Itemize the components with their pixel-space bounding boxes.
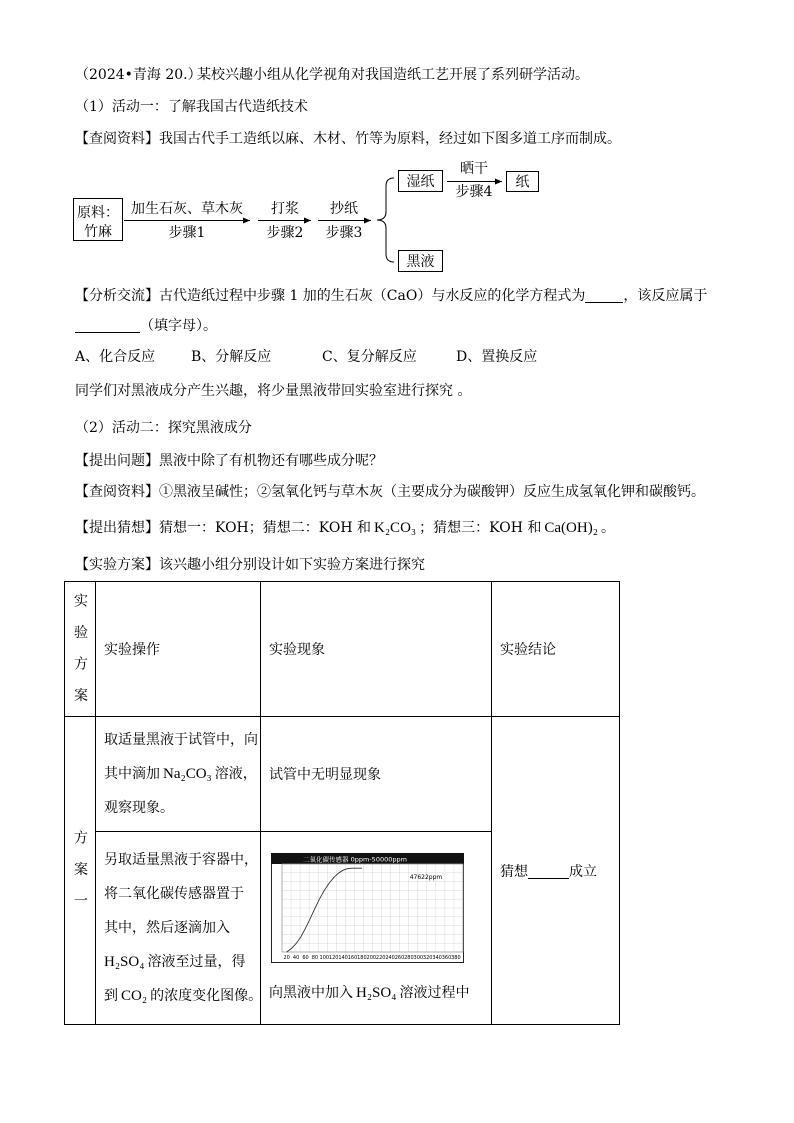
step-a-op-line2 bbox=[104, 757, 260, 791]
conclusion-prefix: 猜想 bbox=[500, 863, 528, 880]
step-a-op-line2-text: 其中滴加 bbox=[104, 766, 160, 782]
wet-paper-box bbox=[399, 171, 443, 192]
step-b-phenomenon-tail: 溶液过程中 bbox=[399, 985, 470, 1001]
x-tick-label: 120 bbox=[328, 955, 339, 961]
question-source: （2024•青海 20.） bbox=[75, 67, 202, 83]
x-tick-label: 80 bbox=[311, 955, 319, 961]
step1-arrow bbox=[124, 200, 250, 241]
step1-name: 步骤1 bbox=[168, 225, 206, 241]
co2-concentration-chart bbox=[271, 853, 464, 963]
raw-material-box bbox=[74, 199, 123, 241]
x-tick-label: 200 bbox=[366, 955, 377, 961]
analysis-text: 【分析交流】古代造纸过程中步骤 1 加的生石灰（CaO）与水反应的化学方程式为 bbox=[75, 288, 586, 304]
step-b-phenomenon-cell bbox=[261, 832, 492, 1025]
step-a-op-line3: 观察现象。 bbox=[104, 800, 174, 816]
x-tick-label: 180 bbox=[357, 955, 367, 961]
x-tick-label: 100 bbox=[319, 955, 330, 961]
hypothesis-line bbox=[75, 518, 615, 538]
formula-k2co3: K₂CO₃ bbox=[374, 520, 417, 536]
step-b-op-line3: 其中，然后逐滴加入 bbox=[104, 920, 230, 936]
step-b-op-line1: 另取适量黑液于容器中， bbox=[104, 852, 258, 868]
step-b-op-line5-tail: 的浓度变化图像。 bbox=[150, 988, 263, 1004]
analysis-text-continued: ，该反应属于 bbox=[623, 288, 708, 304]
step-b-op-line2: 将二氧化碳传感器置于 bbox=[104, 886, 244, 902]
formula-na2co3: Na₂CO₃ bbox=[163, 766, 212, 782]
header-phenomenon: 实验现象 bbox=[269, 642, 325, 658]
step2-name: 步骤2 bbox=[266, 225, 304, 241]
paper-label: 纸 bbox=[515, 174, 530, 191]
step-a-operation-cell bbox=[96, 717, 261, 832]
option-c: C、复分解反应 bbox=[322, 349, 417, 365]
question-header bbox=[75, 65, 715, 85]
step-b-op-line4 bbox=[104, 945, 260, 979]
activity1-title: （1）活动一：了解我国古代造纸技术 bbox=[75, 99, 308, 115]
step4-name: 步骤4 bbox=[455, 184, 493, 200]
step-a-phenomenon-cell bbox=[261, 717, 492, 832]
answer-options bbox=[75, 347, 555, 367]
header-conclusion-cell bbox=[492, 582, 620, 717]
plan1-label-cell bbox=[65, 717, 96, 1025]
wet-paper-label: 湿纸 bbox=[406, 174, 435, 190]
analysis-instruction: （填字母）。 bbox=[140, 318, 217, 334]
x-tick-label: 260 bbox=[394, 955, 405, 961]
activity2-question: 【提出问题】黑液中除了有机物还有哪些成分呢？ bbox=[75, 453, 383, 469]
step4-label: 晒干 bbox=[460, 161, 488, 177]
step2-label: 打浆 bbox=[271, 201, 299, 217]
x-tick-label: 220 bbox=[375, 955, 386, 961]
raw-material-label: 原料： bbox=[77, 205, 119, 221]
analysis-line-2 bbox=[75, 316, 217, 336]
branch-brace bbox=[377, 178, 394, 262]
header-plan-cell bbox=[65, 582, 96, 717]
plan1-label: 方案一 bbox=[72, 830, 88, 925]
step-a-phenomenon: 试管中无明显现象 bbox=[269, 767, 381, 783]
black-liquor-box bbox=[399, 251, 443, 272]
step-a-op-line1: 取适量黑液于试管中，向 bbox=[104, 732, 258, 748]
equation-blank bbox=[585, 287, 623, 303]
black-liquor-label: 黑液 bbox=[406, 254, 435, 270]
conclusion-suffix: 成立 bbox=[569, 863, 597, 880]
step3-label: 抄纸 bbox=[330, 201, 358, 217]
x-tick-label: 360 bbox=[441, 955, 452, 961]
activity2-reference: 【查阅资料】①黑液呈碱性；②氢氧化钙与草木灰（主要成分为碳酸钾）反应生成氢氧化钾和碳酸钙。 bbox=[75, 484, 705, 500]
chart-title: 二氧化碳传感器 0ppm-50000ppm bbox=[303, 855, 407, 864]
x-tick-label: 300 bbox=[413, 955, 424, 961]
x-tick-label: 20 bbox=[283, 955, 290, 961]
step-b-phenomenon bbox=[269, 983, 491, 1003]
step-b-op-line5-text: 到 bbox=[104, 988, 118, 1004]
step2-arrow bbox=[258, 200, 311, 241]
papermaking-flow-diagram bbox=[0, 150, 794, 280]
x-tick-label: 340 bbox=[432, 955, 442, 961]
x-tick-label: 280 bbox=[404, 955, 414, 961]
step4-arrow bbox=[447, 161, 502, 200]
table-row bbox=[65, 717, 620, 832]
formula-h2so4-caption: H₂SO₄ bbox=[356, 985, 397, 1001]
x-tick-label: 240 bbox=[385, 955, 395, 961]
x-tick-label: 40 bbox=[292, 955, 300, 961]
step-a-op-line2-tail: 溶液， bbox=[214, 766, 257, 782]
plan-intro: 【实验方案】该兴趣小组分别设计如下实验方案进行探究 bbox=[75, 557, 425, 573]
hypothesis-end: 。 bbox=[600, 520, 615, 536]
step-b-op-line5 bbox=[104, 979, 263, 1013]
question-intro: 某校兴趣小组从化学视角对我国造纸工艺开展了系列研学活动。 bbox=[197, 67, 589, 83]
header-operation-cell bbox=[96, 582, 261, 717]
formula-caoh2: Ca(OH)₂ bbox=[544, 520, 598, 536]
hypothesis-text-2: ；猜想三：KOH 和 bbox=[419, 520, 542, 536]
formula-co2: CO₂ bbox=[121, 988, 148, 1004]
x-tick-label: 380 bbox=[451, 955, 461, 961]
transition-text: 同学们对黑液成分产生兴趣，将少量黑液带回实验室进行探究 。 bbox=[75, 383, 472, 399]
conclusion-blank bbox=[528, 863, 569, 879]
hypothesis-text: 【提出猜想】猜想一：KOH；猜想二：KOH 和 bbox=[75, 520, 371, 536]
table-header-row bbox=[65, 582, 620, 717]
x-tick-label: 140 bbox=[338, 955, 348, 961]
x-tick-label: 160 bbox=[347, 955, 358, 961]
option-a: A、化合反应 bbox=[75, 349, 156, 365]
option-d: D、置换反应 bbox=[456, 349, 538, 365]
step1-label: 加生石灰、草木灰 bbox=[131, 201, 243, 217]
activity1-reference: 【查阅资料】我国古代手工造纸以麻、木材、竹等为原料，经过如下图多道工序而制成。 bbox=[75, 131, 621, 147]
paper-box bbox=[507, 172, 539, 192]
step3-name: 步骤3 bbox=[325, 225, 363, 241]
reaction-type-blank bbox=[75, 317, 140, 333]
analysis-line bbox=[75, 286, 707, 306]
plan1-conclusion-cell bbox=[492, 717, 620, 1025]
header-operation: 实验操作 bbox=[104, 642, 160, 658]
step-a-operation bbox=[104, 723, 260, 825]
step-b-phenomenon-text: 向黑液中加入 bbox=[269, 985, 353, 1001]
raw-material-name: 竹麻 bbox=[84, 224, 112, 240]
step-b-operation bbox=[104, 843, 263, 1013]
formula-h2so4: H₂SO₄ bbox=[104, 954, 145, 970]
experiment-table bbox=[64, 581, 620, 1025]
x-tick-label: 320 bbox=[422, 955, 433, 961]
step-b-operation-cell bbox=[96, 832, 261, 1025]
header-plan: 实验方案 bbox=[72, 593, 88, 719]
chart-readout: 47622ppm bbox=[409, 874, 443, 881]
x-tick-label: 60 bbox=[302, 955, 309, 961]
step3-arrow bbox=[318, 200, 371, 241]
option-b: B、分解反应 bbox=[191, 349, 272, 365]
header-conclusion: 实验结论 bbox=[500, 642, 556, 658]
activity2-title: （2）活动二：探究黑液成分 bbox=[75, 420, 252, 436]
step-b-op-line4-text: 溶液至过量，得 bbox=[147, 954, 246, 970]
header-phenomenon-cell bbox=[261, 582, 492, 717]
